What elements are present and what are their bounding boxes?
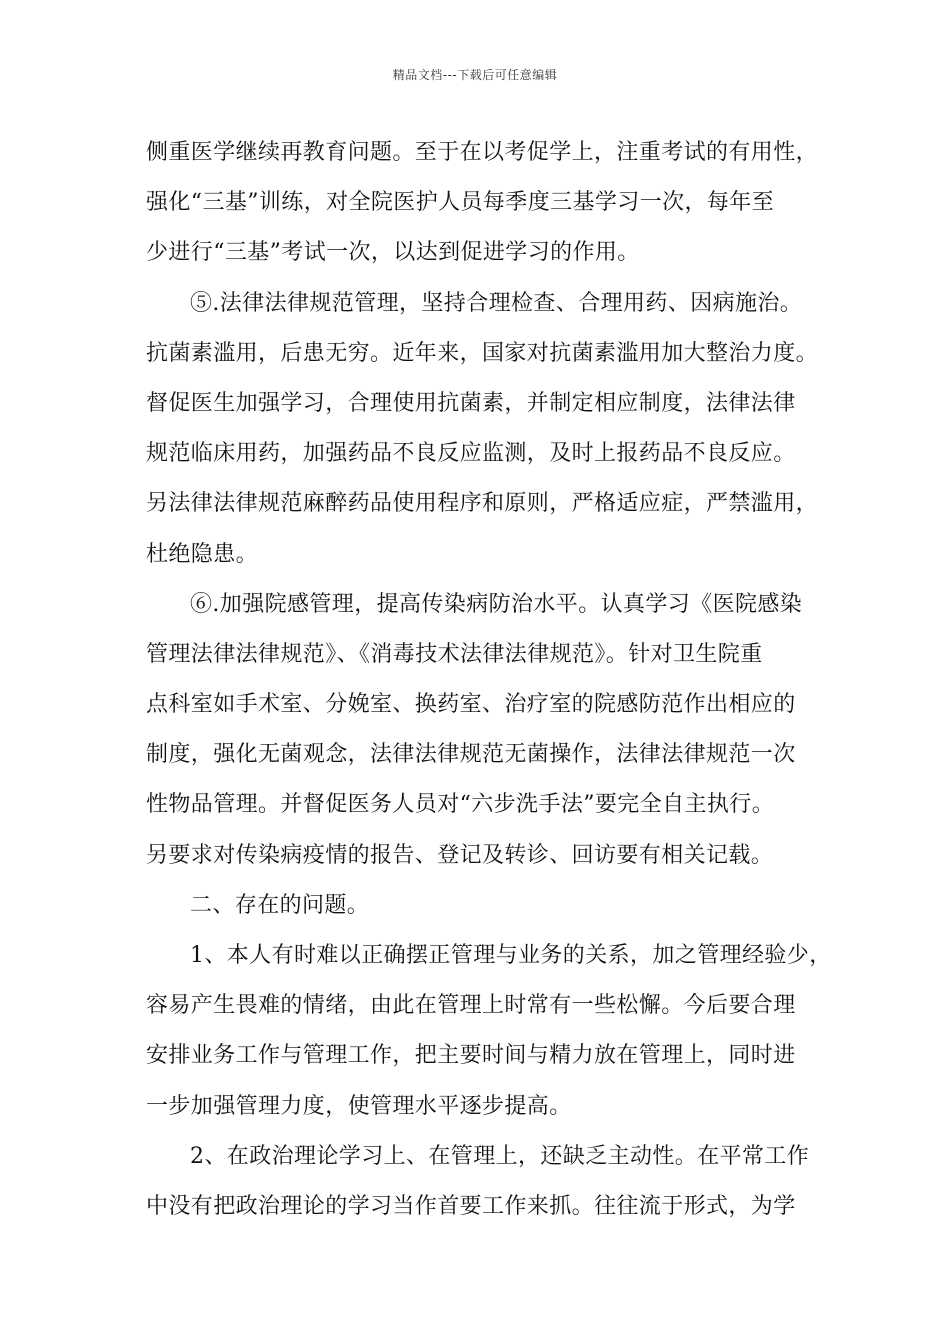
text-line: 另要求对传染病疫情的报告、登记及转诊、回访要有相关记载。 [146, 842, 774, 868]
text-line: 2、在政治理论学习上、在管理上，还缺乏主动性。在平常工作 [190, 1143, 810, 1169]
text-line: 另法律法律规范麻醉药品使用程序和原则，严格适应症，严禁滥用， [146, 491, 819, 517]
text-line: ⑥.加强院感管理，提高传染病防治水平。认真学习《医院感染 [190, 591, 803, 617]
text-line: 一步加强管理力度，使管理水平逐步提高。 [146, 1093, 572, 1119]
text-line: 侧重医学继续再教育问题。至于在以考促学上，注重考试的有用性， [146, 140, 819, 165]
text-line: 管理法律法律规范》、《消毒技术法律法律规范》。针对卫生院重 [146, 641, 763, 667]
text-line: ⑤.法律法律规范管理，坚持合理检查、合理用药、因病施治。 [190, 290, 803, 316]
text-line: 二、存在的问题。 [190, 892, 370, 918]
document-body [146, 128, 832, 1232]
text-line: 中没有把政治理论的学习当作首要工作来抓。往往流于形式，为学 [146, 1193, 796, 1219]
text-line: 规范临床用药，加强药品不良反应监测，及时上报药品不良反应。 [146, 441, 796, 467]
text-line: 性物品管理。并督促医务人员对“六步洗手法”要完全自主执行。 [146, 792, 775, 818]
text-line: 点科室如手术室、分娩室、换药室、治疗室的院感防范作出相应的 [146, 692, 796, 718]
text-line: 抗菌素滥用，后患无穷。近年来，国家对抗菌素滥用加大整治力度。 [146, 340, 819, 366]
text-line: 容易产生畏难的情绪，由此在管理上时常有一些松懈。今后要合理 [146, 993, 796, 1019]
text-line: 强化“三基”训练，对全院医护人员每季度三基学习一次，每年至 [146, 190, 775, 216]
page-header: 精品文档---下载后可任意编辑 [392, 68, 558, 82]
text-line: 杜绝隐患。 [146, 541, 259, 567]
text-line: 少进行“三基”考试一次，以达到促进学习的作用。 [146, 240, 640, 266]
text-line: 督促医生加强学习，合理使用抗菌素，并制定相应制度，法律法律 [146, 390, 796, 416]
text-line: 1、本人有时难以正确摆正管理与业务的关系，加之管理经验少， [190, 943, 832, 968]
text-line: 制度，强化无菌观念，法律法律规范无菌操作，法律法律规范一次 [146, 742, 796, 768]
text-line: 安排业务工作与管理工作，把主要时间与精力放在管理上，同时进 [146, 1043, 796, 1069]
